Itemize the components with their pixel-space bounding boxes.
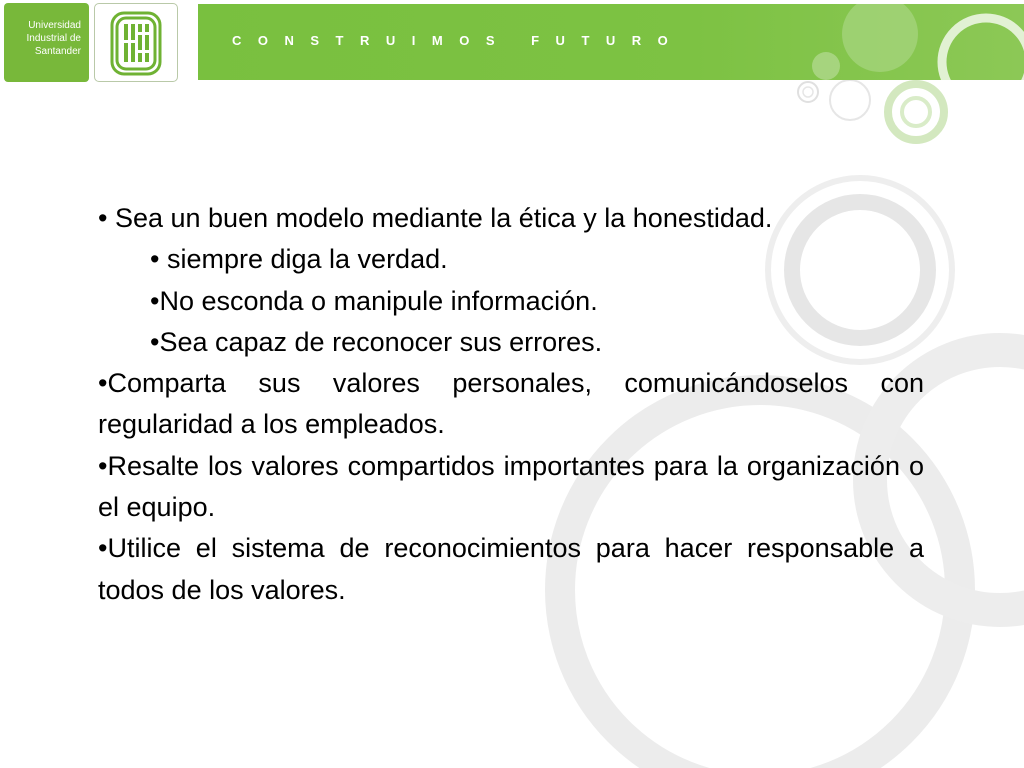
circle-ring-green-inner bbox=[902, 98, 930, 126]
sub-bullet-item: •Sea capaz de reconocer sus errores. bbox=[150, 326, 603, 357]
university-line-2: Industrial de bbox=[26, 33, 81, 44]
header-tagline: CONSTRUIMOS FUTURO bbox=[232, 33, 685, 48]
circle-small-outline bbox=[830, 80, 870, 120]
university-line-1: Universidad bbox=[28, 20, 81, 31]
bullet-item: •Comparta sus valores personales, comunicándoselos con regularidad a los empleados. bbox=[98, 368, 924, 440]
university-line-3: Santander bbox=[34, 46, 81, 57]
slide-content bbox=[98, 198, 924, 611]
circle-tiny-outline-inner bbox=[803, 87, 813, 97]
sub-bullet-item: • siempre diga la verdad. bbox=[150, 244, 448, 275]
bullet-item: •Utilice el sistema de reconocimientos para hacer responsable a todos de los valores. bbox=[98, 533, 924, 605]
university-name-box bbox=[4, 3, 89, 82]
uis-logo bbox=[94, 3, 178, 82]
bullet-item: •Resalte los valores compartidos importantes para la organización o el equipo. bbox=[98, 450, 924, 523]
uis-monogram-icon bbox=[95, 4, 179, 83]
sub-bullet-item: •No esconda o manipule información. bbox=[150, 285, 598, 316]
header bbox=[0, 0, 1024, 84]
circle-ring-green bbox=[888, 84, 944, 140]
circle-tiny-outline bbox=[798, 82, 818, 102]
bullet-item: • Sea un buen modelo mediante la ética y la honestidad. bbox=[98, 203, 773, 233]
